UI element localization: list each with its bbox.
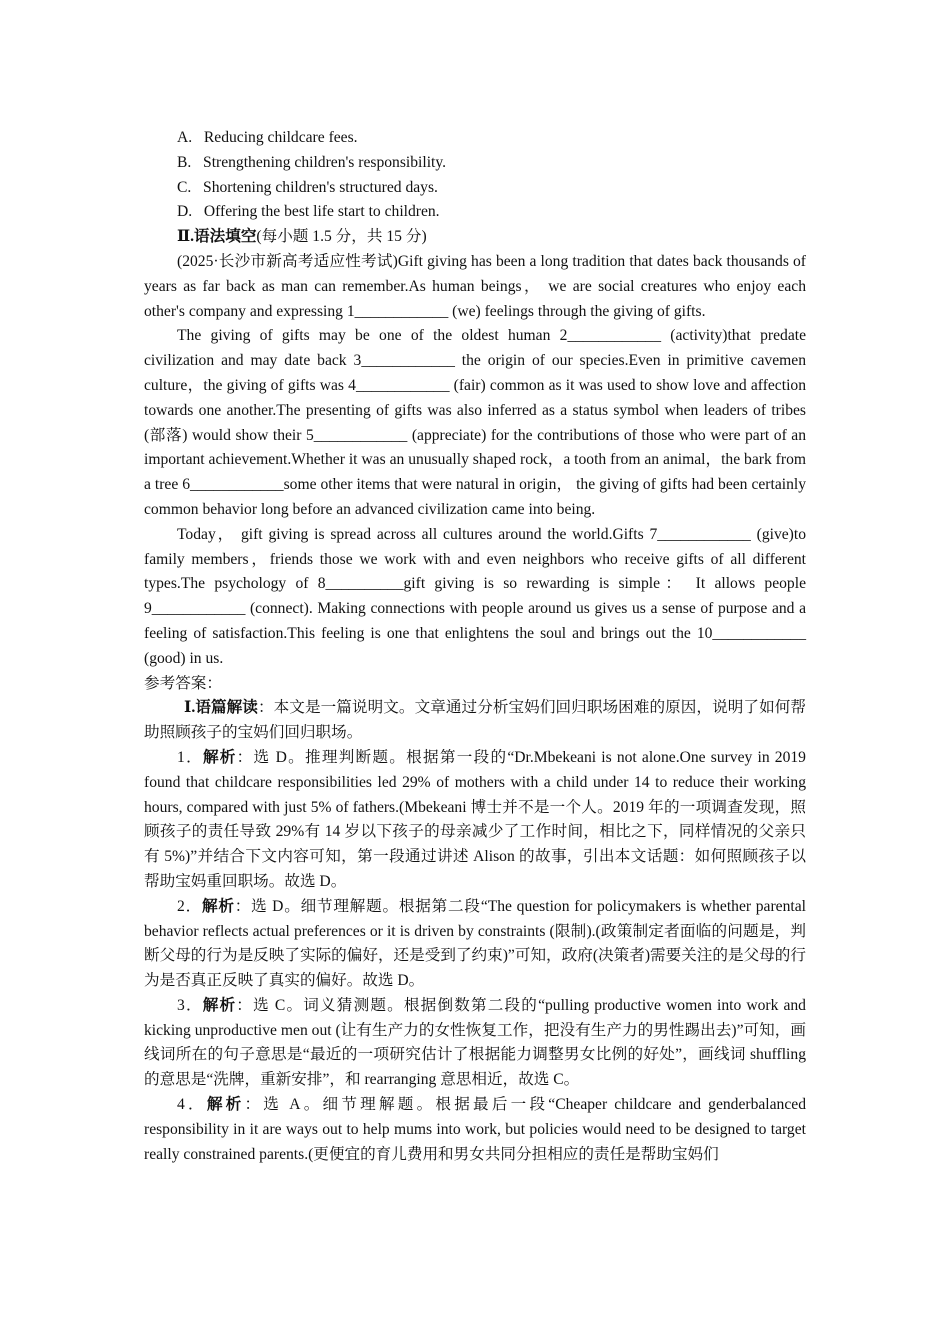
option-b: B. Strengthening children's responsibility. [177,153,447,171]
passage-paragraph-2: The giving of gifts may be one of the oldest human 2____________ (activity)that predate civilization and may date back 3____________ the origin of our species.Even in primitive cavemen culture，the giving of gifts was 4____________ (fair) common as it was used to show love and affection towards one another.The presenting of gifts was also inferred as a status symbol when leaders of tribes (部落) would show their 5____________ (appreciate) for the contributions of those who were part of an important achievement.Whether it was an unusually shaped rock，a tooth from an animal，the bark from a tree 6____________some other items that were natural in origin， the giving of gifts had been certainly common behavior long before an advanced civilization came into being. [144,327,806,518]
passage-paragraph-1: (2025·长沙市新高考适应性考试)Gift giving has been a long tradition that dates back thousands of years as far back as man can remember.As human beings， we are social creatures who enjoy each other's company and expressing 1____________ (we) feelings through the giving of gifts. [144,252,806,320]
answer-explanation-2: 2．解析：选 D。细节理解题。根据第二段“The question for policymakers is whether parental behavior reflects actual preferences or it is driven by constraints (限制).(政策制定者面临的问题是，判断父母的行为是反映了实际的偏好，还是受到了约束)”可知，政府(决策者)需要关注的是父母的行为是否真正反映了真实的偏好。故选 D。 [144,897,806,990]
discourse-analysis: Ⅰ.语篇解读：本文是一篇说明文。文章通过分析宝妈们回归职场困难的原因，说明了如何帮助照顾孩子的宝妈们回归职场。 [144,699,806,742]
passage-paragraph-3: Today， gift giving is spread across all cultures around the world.Gifts 7____________ (give)to family members，friends those we work with and even neighbors who receive gifts of all different types.The psychology of 8__________gift giving is so rewarding is simple： It allows people 9____________ (connect). Making connections with people around us gives us a sense of purpose and a feeling of satisfaction.This feeling is one that enlightens the soul and brings out the 10____________ (good) in us. [144,525,806,667]
page-content [144,126,806,1167]
section-heading: Ⅱ.语法填空(每小题 1.5 分，共 15 分) [177,228,427,246]
answers-heading: 参考答案： [144,674,222,692]
option-c: C. Shortening children's structured days. [177,178,438,196]
answer-explanation-4: 4．解析：选 A。细节理解题。根据最后一段“Cheaper childcare and genderbalanced responsibility in it are ways out to help mums into work, but policies would need to be designed to target really constrained parents.(更便宜的育儿费用和男女共同分担相应的责任是帮助宝妈们 [144,1096,806,1163]
option-a: A. Reducing childcare fees. [177,129,358,146]
answer-explanation-3: 3．解析：选 C。词义猜测题。根据倒数第二段的“pulling productive women into work and kicking unproductive men out (让有生产力的女性恢复工作，把没有生产力的男性踢出去)”可知，画线词所在的句子意思是“最近的一项研究估计了根据能力调整男女比例的好处”，画线词 shuffling 的意思是“洗牌，重新安排”，和 rearranging 意思相近，故选 C。 [144,996,806,1089]
option-d: D. Offering the best life start to children. [177,203,440,221]
answer-options [144,126,806,225]
answer-explanation-1: 1．解析：选 D。推理判断题。根据第一段的“Dr.Mbekeani is not alone.One survey in 2019 found that childcare responsibilities led 29% of mothers with a child under 14 to reduce their working hours, compared with just 5% of fathers.(Mbekeani 博士并不是一个人。2019 年的一项调查发现，照顾孩子的责任导致 29%有 14 岁以下孩子的母亲减少了工作时间，相比之下，同样情况的父亲只有 5%)”并结合下文内容可知，第一段通过讲述 Alison 的故事，引出本文话题：如何照顾孩子以帮助宝妈重回职场。故选 D。 [144,748,806,890]
